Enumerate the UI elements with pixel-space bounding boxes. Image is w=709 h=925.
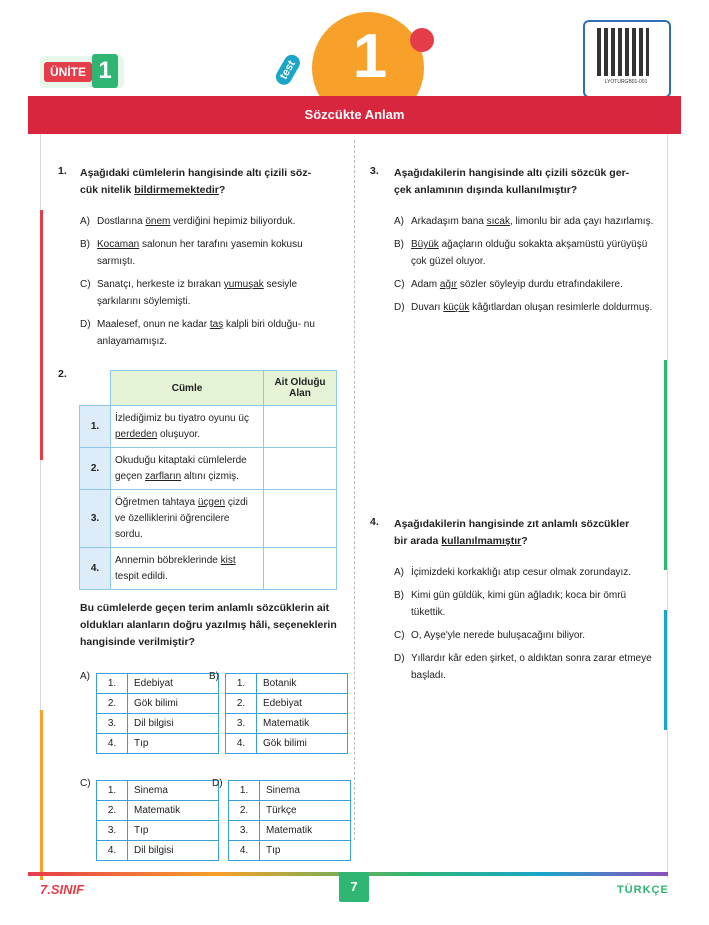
option-label: D)	[212, 778, 223, 789]
option-d[interactable]	[394, 650, 655, 684]
option-list	[394, 213, 655, 316]
option-label: A)	[80, 216, 90, 227]
option-d[interactable]	[394, 299, 655, 316]
option-label: C)	[80, 279, 91, 290]
option-text: Duvarı küçük kâğıtlardan oluşan resimlerle doldurmuş.	[411, 302, 653, 313]
question-number: 3.	[370, 165, 379, 177]
row-sentence: Öğretmen tahtaya üçgen çizdi ve özelliklerini öğrencilere sordu.	[111, 490, 264, 548]
row-sentence: İzlediğimiz bu tiyatro oyunu üç perdeden oluşuyor.	[111, 406, 264, 448]
question-stem	[80, 165, 343, 199]
accent-bar	[664, 610, 667, 730]
option-a[interactable]	[394, 564, 655, 581]
option-label: B)	[394, 239, 404, 250]
table-row	[80, 448, 337, 490]
option-b[interactable]	[394, 587, 655, 621]
accent-bar	[664, 360, 667, 570]
option-a[interactable]	[394, 213, 655, 230]
table-corner	[80, 371, 111, 406]
option-b[interactable]	[394, 236, 655, 270]
stem-text: ?	[521, 535, 528, 547]
column-divider	[354, 140, 355, 840]
option-label: A)	[394, 216, 404, 227]
row-number: 2.	[80, 448, 111, 490]
option-text: Arkadaşım bana sıcak, limonlu bir ada çayı hazırlamış.	[411, 216, 654, 227]
stem-underlined: kullanılmamıştır	[441, 535, 522, 547]
unit-label: ÜNİTE	[44, 62, 92, 82]
stem-text: ?	[218, 184, 226, 196]
stem-text: Aşağıdakilerin hangisinde zıt anlamlı sözcükler	[394, 518, 630, 530]
option-c[interactable]	[394, 276, 655, 293]
option-text: İçimizdeki korkaklığı atıp cesur olmak zorundayız.	[411, 567, 632, 578]
stem-text: Aşağıdaki cümlelerin hangisinde altı çizili söz-	[80, 167, 312, 179]
qr-code-text: LYOTURGB01-001	[604, 79, 648, 85]
grade-label: 7.SINIF	[40, 882, 85, 897]
option-b-table[interactable]: 1. Botanik 2. Edebiyat 3. Matematik 4. Gök bilimi	[225, 673, 348, 754]
option-text: Maalesef, onun ne kadar taş kalpli biri olduğu- nu anlayamamışız.	[97, 319, 315, 347]
question-4	[370, 516, 655, 684]
option-a[interactable]	[80, 213, 343, 230]
option-d-table[interactable]: 1. Sinema 2. Türkçe 3. Matematik 4. Tıp	[228, 780, 351, 861]
term-table	[79, 370, 337, 590]
row-area-blank[interactable]	[264, 448, 337, 490]
option-label: D)	[394, 653, 405, 664]
page-title: Sözcükte Anlam	[28, 96, 681, 134]
option-label: A)	[394, 567, 404, 578]
row-number: 4.	[80, 548, 111, 590]
row-area-blank[interactable]	[264, 548, 337, 590]
stem-text: bir arada	[394, 535, 442, 547]
option-c-table[interactable]: 1. Sinema 2. Matematik 3. Tıp 4. Dil bilgisi	[96, 780, 219, 861]
option-text: Kocaman salonun her tarafını yasemin kokusu sarmıştı.	[97, 239, 303, 267]
option-b[interactable]	[80, 236, 343, 270]
option-list	[80, 213, 343, 350]
page-number: 7	[339, 872, 369, 902]
option-text: Adam ağır sözler söyleyip durdu etrafındakilere.	[411, 279, 623, 290]
row-sentence: Annemin böbreklerinde kist tespit edildi.	[111, 548, 264, 590]
question-number: 1.	[58, 165, 67, 177]
option-label: B)	[80, 239, 90, 250]
table-row	[80, 548, 337, 590]
option-label: C)	[394, 630, 405, 641]
decor-dot-icon	[410, 28, 434, 52]
question-stem	[394, 516, 655, 550]
row-number: 1.	[80, 406, 111, 448]
row-area-blank[interactable]	[264, 406, 337, 448]
accent-bar	[40, 210, 43, 460]
option-list	[394, 564, 655, 684]
option-text: Büyük ağaçların olduğu sokakta akşamüstü yürüyüşü çok güzel oluyor.	[411, 239, 648, 267]
question-number: 2.	[58, 368, 67, 380]
subject-label: TÜRKÇE	[617, 884, 669, 896]
option-a-table[interactable]: 1. Edebiyat 2. Gök bilimi 3. Dil bilgisi 4. Tıp	[96, 673, 219, 754]
table-row	[80, 406, 337, 448]
test-number: 1	[352, 22, 388, 91]
table-row	[80, 490, 337, 548]
stem-text: çek anlamının dışında kullanılmıştır?	[394, 184, 578, 196]
stem-underlined: bildirmemektedir	[134, 184, 219, 196]
option-text: Kimi gün güldük, kimi gün ağladık; koca bir ömrü tükettik.	[411, 590, 627, 618]
question-stem	[394, 165, 655, 199]
question-1	[58, 165, 343, 350]
row-sentence: Okuduğu kitaptaki cümlelerde geçen zarfların altını çizmiş.	[111, 448, 264, 490]
option-label: D)	[394, 302, 405, 313]
test-word: test	[273, 52, 303, 87]
column-header-sentence: Cümle	[111, 371, 264, 406]
option-label: B)	[394, 590, 404, 601]
row-number: 3.	[80, 490, 111, 548]
accent-bar	[40, 710, 43, 880]
option-text: Yıllardır kâr eden şirket, o aldıktan sonra zarar etmeye başladı.	[411, 653, 652, 681]
option-text: O, Ayşe'yle nerede buluşacağını biliyor.	[411, 630, 586, 641]
option-label: B)	[209, 671, 219, 682]
option-label: A)	[80, 671, 90, 682]
option-label: D)	[80, 319, 91, 330]
unit-number: 1	[92, 54, 118, 88]
row-area-blank[interactable]	[264, 490, 337, 548]
question-number: 4.	[370, 516, 379, 528]
column-header-area: Ait Olduğu Alan	[264, 371, 337, 406]
option-label: C)	[394, 279, 405, 290]
stem-text: cük nitelik	[80, 184, 135, 196]
qr-code-icon[interactable]	[597, 28, 649, 76]
stem-text: Aşağıdakilerin hangisinde altı çizili sözcük ger-	[394, 167, 630, 179]
option-c[interactable]	[80, 276, 343, 310]
question-3	[370, 165, 655, 316]
option-label: C)	[80, 778, 91, 789]
option-c[interactable]	[394, 627, 655, 644]
option-d[interactable]	[80, 316, 343, 350]
option-text: Dostlarına önem verdiğini hepimiz biliyorduk.	[97, 216, 296, 227]
question-2-stem: Bu cümlelerde geçen terim anlamlı sözcüklerin ait oldukları alanların doğru yazılmış hâli, seçeneklerin hangisinde verilmiştir?	[80, 602, 337, 648]
option-text: Sanatçı, herkeste iz bırakan yumuşak sesiyle şarkılarını söylemişti.	[97, 279, 298, 307]
